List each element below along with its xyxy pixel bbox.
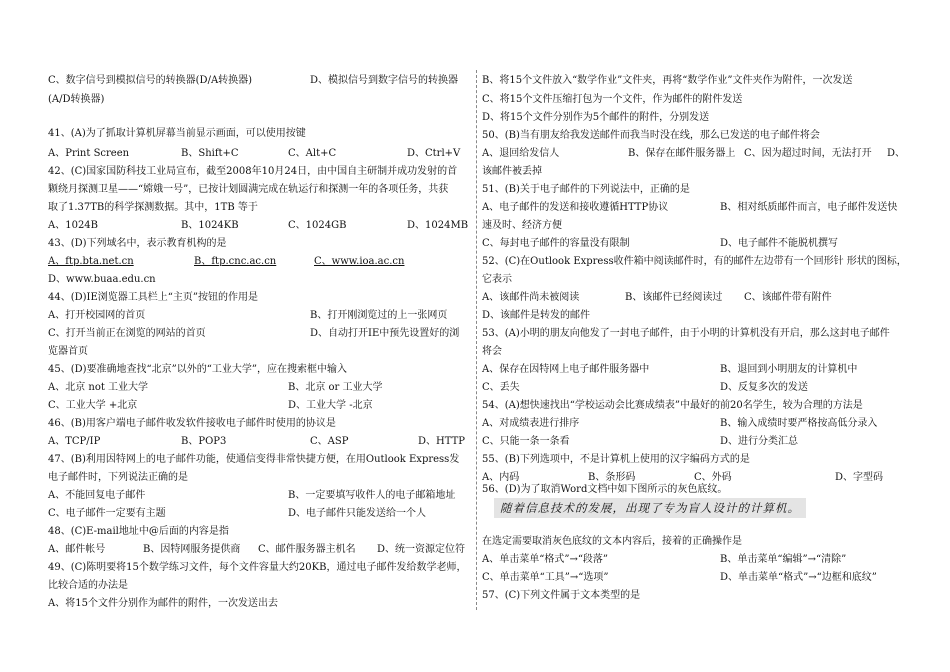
q55-option-c: C、外码 <box>694 472 732 483</box>
q41-option-c: C、Alt+C <box>288 148 337 159</box>
q46-stem: 46、(B)用客户端电子邮件收发软件接收电子邮件时使用的协议是 <box>48 418 336 429</box>
q54-option-d: D、进行分类汇总 <box>720 436 799 447</box>
q55-stem: 55、(B)下列选项中，不是计算机上使用的汉字编码方式的是 <box>482 454 750 465</box>
q47-stem-2: 电子邮件时，下列说法正确的是 <box>48 472 188 483</box>
q47-option-d: D、电子邮件只能发送给一个人 <box>288 508 427 519</box>
q49-stem-2: 比较合适的办法是 <box>48 580 128 591</box>
q42-option-b: B、1024KB <box>181 220 239 231</box>
q56-option-b: B、单击菜单“编辑”→“清除” <box>720 554 847 565</box>
q50-option-a: A、退回给发信人 <box>482 148 560 159</box>
q50-stem: 50、(B)当有朋友给我发送邮件而我当时没在线，那么已发送的电子邮件将会 <box>482 130 820 141</box>
q48-option-b: B、因特网服务提供商 <box>143 544 241 555</box>
q52-option-d: D、该邮件是转发的邮件 <box>482 310 591 321</box>
q50-option-d-cont: 该邮件被丢掉 <box>482 166 542 177</box>
q50-option-b: B、保存在邮件服务器上 <box>628 148 736 159</box>
q42-option-a: A、1024B <box>48 220 99 231</box>
q49-option-b: B、将15个文件放入“数学作业”文件夹，再将“数学作业”文件夹作为附件，一次发送 <box>482 75 853 86</box>
q56-option-d: D、单击菜单“格式”→“边框和底纹” <box>720 572 877 583</box>
q48-option-c: C、邮件服务器主机名 <box>258 544 356 555</box>
q44-option-b: B、打开刚浏览过的上一张网页 <box>310 310 448 321</box>
q54-option-b: B、输入成绩时要严格按高低分录入 <box>720 418 878 429</box>
q51-option-d: D、电子邮件不能脱机撰写 <box>720 238 839 249</box>
q41-option-a: A、Print Screen <box>48 148 130 159</box>
q45-option-c: C、工业大学 +北京 <box>48 400 138 411</box>
q47-option-a: A、不能回复电子邮件 <box>48 490 146 501</box>
q42-stem-1: 42、(C)国家国防科技工业局宣布，截至2008年10月24日，由中国自主研制并成功发射的首 <box>48 166 458 177</box>
q56-option-a: A、单击菜单“格式”→“段落” <box>482 554 609 565</box>
q46-option-c: C、ASP <box>310 436 349 447</box>
q48-option-d: D、统一资源定位符 <box>377 544 466 555</box>
q52-option-b: B、该邮件已经阅读过 <box>625 292 723 303</box>
q40-option-d-cont: (A/D转换器) <box>48 94 105 105</box>
q48-option-a: A、邮件帐号 <box>48 544 106 555</box>
q43-option-a <box>48 255 134 268</box>
q43-stem: 43、(D)下列域名中，表示教育机构的是 <box>48 238 227 249</box>
q53-stem-1: 53、(A)小明的朋友向他发了一封电子邮件，由于小明的计算机没有开启，那么这封电子邮件 <box>482 328 890 339</box>
q43-link-c[interactable]: C、www.ioa.ac.cn <box>314 256 405 267</box>
q52-stem-2: 它表示 <box>482 274 512 285</box>
q54-option-a: A、对成绩表进行排序 <box>482 418 580 429</box>
column-divider <box>476 70 477 610</box>
q50-option-c: C、因为超过时间，无法打开 <box>744 148 872 159</box>
q53-option-b: B、退回到小明朋友的计算机中 <box>720 364 858 375</box>
q44-stem: 44、(D)IE浏览器工具栏上“主页”按钮的作用是 <box>48 292 259 303</box>
q41-option-d: D、Ctrl+V <box>407 148 461 159</box>
q51-option-b-cont: 速及时、经济方便 <box>482 220 562 231</box>
q52-option-c: C、该邮件带有附件 <box>744 292 832 303</box>
shaded-text-sample: 随着信息技术的发展，出现了专为盲人设计的计算机。 <box>494 498 806 518</box>
q48-stem: 48、(C)E-mail地址中@后面的内容是指 <box>48 526 229 537</box>
q43-link-b[interactable]: B、ftp.cnc.ac.cn <box>194 256 277 267</box>
q46-option-d: D、HTTP <box>418 436 465 447</box>
q56-stem: 56、(D)为了取消Word文档中如下图所示的灰色底纹。 <box>482 484 728 495</box>
q45-option-d: D、工业大学 -北京 <box>288 400 373 411</box>
q51-option-a: A、电子邮件的发送和接收遵循HTTP协议 <box>482 202 669 213</box>
q42-stem-3: 取了1.37TB的科学探测数据。其中，1TB 等于 <box>48 202 258 213</box>
q56-option-c: C、单击菜单“工具”→“选项” <box>482 572 609 583</box>
q47-option-c: C、电子邮件一定要有主题 <box>48 508 166 519</box>
q49-stem-1: 49、(C)陈明要将15个数学练习文件，每个文件容量大约20KB，通过电子邮件发给数学老师， <box>48 562 467 573</box>
q46-option-a: A、TCP/IP <box>48 436 101 447</box>
q46-option-b: B、POP3 <box>181 436 227 447</box>
q42-option-c: C、1024GB <box>288 220 347 231</box>
q42-option-d: D、1024MB <box>407 220 469 231</box>
q43-option-c <box>314 255 404 268</box>
q42-stem-2: 颗绕月探测卫星——“嫦娥一号”，已按计划圆满完成在轨运行和探测一年的各项任务，共获 <box>48 184 449 195</box>
q40-option-d: D、模拟信号到数字信号的转换器 <box>310 75 459 86</box>
q56-instruction: 在选定需要取消灰色底纹的文本内容后，接着的正确操作是 <box>482 536 742 547</box>
q51-option-b: B、相对纸质邮件而言，电子邮件发送快 <box>720 202 898 213</box>
q43-option-b <box>194 255 276 268</box>
q53-option-d: D、反复多次的发送 <box>720 382 809 393</box>
q52-stem-1: 52、(C)在Outlook Express收件箱中阅读邮件时，有的邮件左边带有一个回形针 形状的图标， <box>482 256 907 267</box>
q41-option-b: B、Shift+C <box>181 148 239 159</box>
q53-option-c: C、丢失 <box>482 382 520 393</box>
q51-option-c: C、每封电子邮件的容量没有限制 <box>482 238 630 249</box>
q45-stem: 45、(D)要准确地查找“北京”以外的“工业大学”，应在搜索框中输入 <box>48 364 347 375</box>
q43-option-d: D、www.buaa.edu.cn <box>48 274 156 285</box>
q54-option-c: C、只能一条一条看 <box>482 436 570 447</box>
q49-option-d: D、将15个文件分别作为5个邮件的附件，分别发送 <box>482 112 710 123</box>
q55-option-d: D、字型码 <box>835 472 884 483</box>
q47-stem-1: 47、(B)利用因特网上的电子邮件功能，使通信变得非常快捷方便，在用Outlook Express发 <box>48 454 460 465</box>
q53-option-a: A、保存在因特网上电子邮件服务器中 <box>482 364 650 375</box>
q44-option-a: A、打开校园网的首页 <box>48 310 146 321</box>
q51-stem: 51、(B)关于电子邮件的下列说法中，正确的是 <box>482 184 690 195</box>
q40-option-c: C、数字信号到模拟信号的转换器(D/A转换器) <box>48 75 253 86</box>
q44-option-d-cont: 览器首页 <box>48 346 88 357</box>
q55-option-b: B、条形码 <box>588 472 636 483</box>
q50-option-d: D、 <box>887 148 906 159</box>
q49-option-c: C、将15个文件压缩打包为一个文件，作为邮件的附件发送 <box>482 94 743 105</box>
q54-stem: 54、(A)想快速找出“学校运动会比赛成绩表”中最好的前20名学生，较为合理的方法是 <box>482 400 863 411</box>
q53-stem-2: 将会 <box>482 346 502 357</box>
q41-stem: 41、(A)为了抓取计算机屏幕当前显示画面，可以使用按键 <box>48 128 306 139</box>
q45-option-a: A、北京 not 工业大学 <box>48 382 149 393</box>
q43-link-a[interactable]: A、ftp.bta.net.cn <box>48 256 134 267</box>
q45-option-b: B、北京 or 工业大学 <box>288 382 383 393</box>
q44-option-d: D、自动打开IE中预先设置好的浏 <box>310 328 460 339</box>
q55-option-a: A、内码 <box>482 472 520 483</box>
q44-option-c: C、打开当前正在浏览的网站的首页 <box>48 328 206 339</box>
q49-option-a: A、将15个文件分别作为邮件的附件，一次发送出去 <box>48 598 278 609</box>
q52-option-a: A、该邮件尚未被阅读 <box>482 292 580 303</box>
q57-stem: 57、(C)下列文件属于文本类型的是 <box>482 590 641 601</box>
q47-option-b: B、一定要填写收件人的电子邮箱地址 <box>288 490 456 501</box>
